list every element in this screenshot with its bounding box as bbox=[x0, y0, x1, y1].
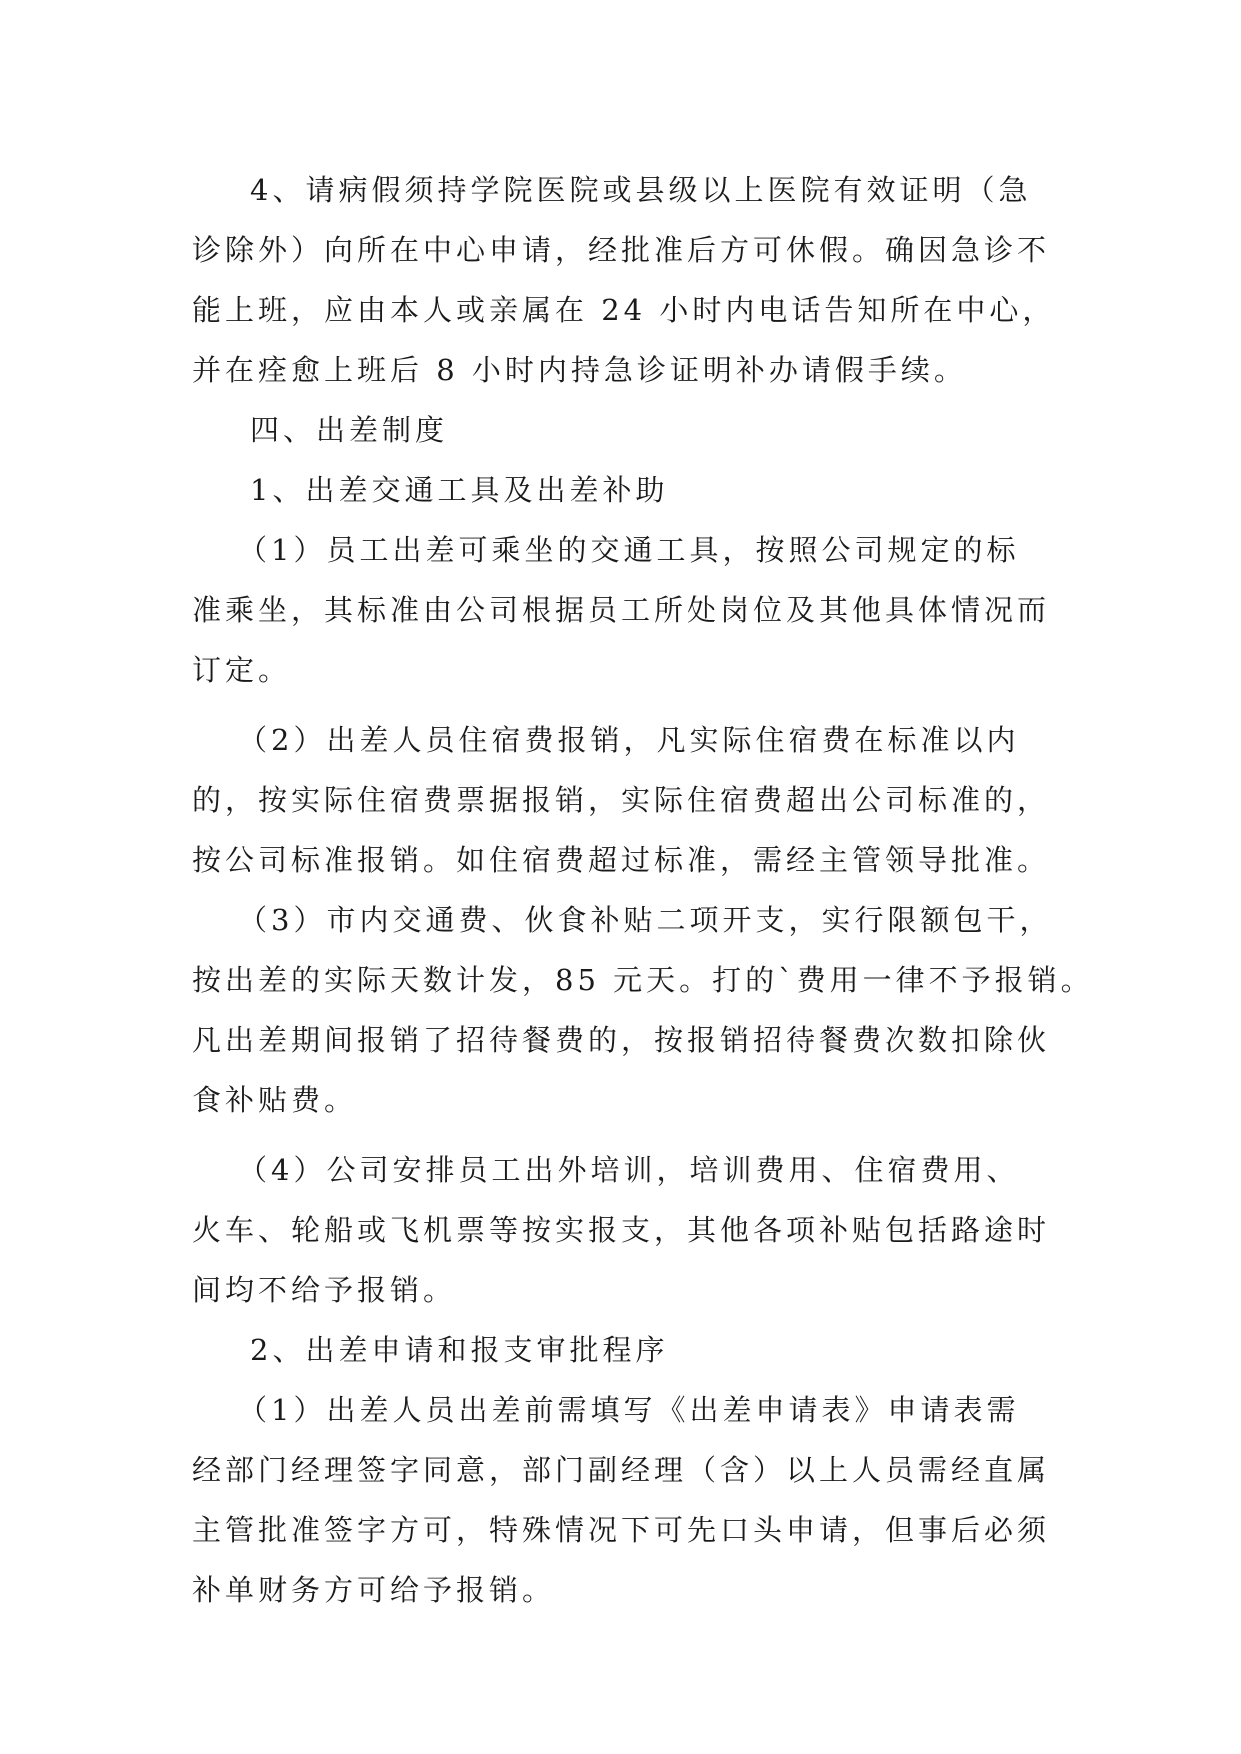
text-line: 主管批准签字方可，特殊情况下可先口头申请，但事后必须 bbox=[192, 1513, 1051, 1547]
text-line: （1）出差人员出差前需填写《出差申请表》申请表需 bbox=[238, 1393, 1020, 1427]
paragraph-item-2-1 bbox=[192, 1380, 1052, 1620]
text-line: 诊除外）向所在中心申请，经批准后方可休假。确因急诊不 bbox=[192, 233, 1051, 267]
paragraph-item-1-4 bbox=[192, 1140, 1052, 1320]
item-title-approval-process bbox=[192, 1320, 1052, 1380]
text-line: 火车、轮船或飞机票等按实报支，其他各项补贴包括路途时 bbox=[192, 1213, 1051, 1247]
item-title-transport-allowance bbox=[192, 460, 1052, 520]
document-body bbox=[192, 160, 1094, 1620]
paragraph-item-1-3 bbox=[192, 890, 1094, 1130]
text-line: 按公司标准报销。如住宿费超过标准，需经主管领导批准。 bbox=[192, 843, 1051, 877]
paragraph-item-1-2 bbox=[192, 710, 1052, 890]
text-line: 补单财务方可给予报销。 bbox=[192, 1573, 556, 1607]
text-line: （2）出差人员住宿费报销，凡实际住宿费在标准以内 bbox=[238, 723, 1020, 757]
text-line: 经部门经理签字同意，部门副经理（含）以上人员需经直属 bbox=[192, 1453, 1051, 1487]
text-line: （1）员工出差可乘坐的交通工具，按照公司规定的标 bbox=[238, 533, 1020, 567]
text-line: 4、请病假须持学院医院或县级以上医院有效证明（急 bbox=[250, 173, 1032, 207]
text-line: 四、出差制度 bbox=[250, 413, 449, 447]
text-line: 准乘坐，其标准由公司根据员工所处岗位及其他具体情况而 bbox=[192, 593, 1051, 627]
text-line: 间均不给予报销。 bbox=[192, 1273, 457, 1307]
text-line: 2、出差申请和报支审批程序 bbox=[250, 1333, 669, 1367]
paragraph-item-1-1 bbox=[192, 520, 1052, 700]
text-line: 食补贴费。 bbox=[192, 1083, 358, 1117]
text-line: 的，按实际住宿费票据报销，实际住宿费超出公司标准的， bbox=[192, 783, 1051, 817]
text-line: 能上班，应由本人或亲属在 24 小时内电话告知所在中心， bbox=[192, 293, 1056, 327]
text-line: 并在痊愈上班后 8 小时内持急诊证明补办请假手续。 bbox=[192, 353, 967, 387]
text-line: 凡出差期间报销了招待餐费的，按报销招待餐费次数扣除伙 bbox=[192, 1023, 1051, 1057]
text-line: （4）公司安排员工出外培训，培训费用、住宿费用、 bbox=[238, 1153, 1020, 1187]
text-line: 按出差的实际天数计发，85 元天。打的`费用一律不予报销。 bbox=[192, 963, 1094, 997]
section-title-business-travel bbox=[192, 400, 1052, 460]
text-line: （3）市内交通费、伙食补贴二项开支，实行限额包干， bbox=[238, 903, 1053, 937]
text-line: 1、出差交通工具及出差补助 bbox=[250, 473, 669, 507]
text-line: 订定。 bbox=[192, 653, 292, 687]
paragraph-sick-leave bbox=[192, 160, 1056, 400]
